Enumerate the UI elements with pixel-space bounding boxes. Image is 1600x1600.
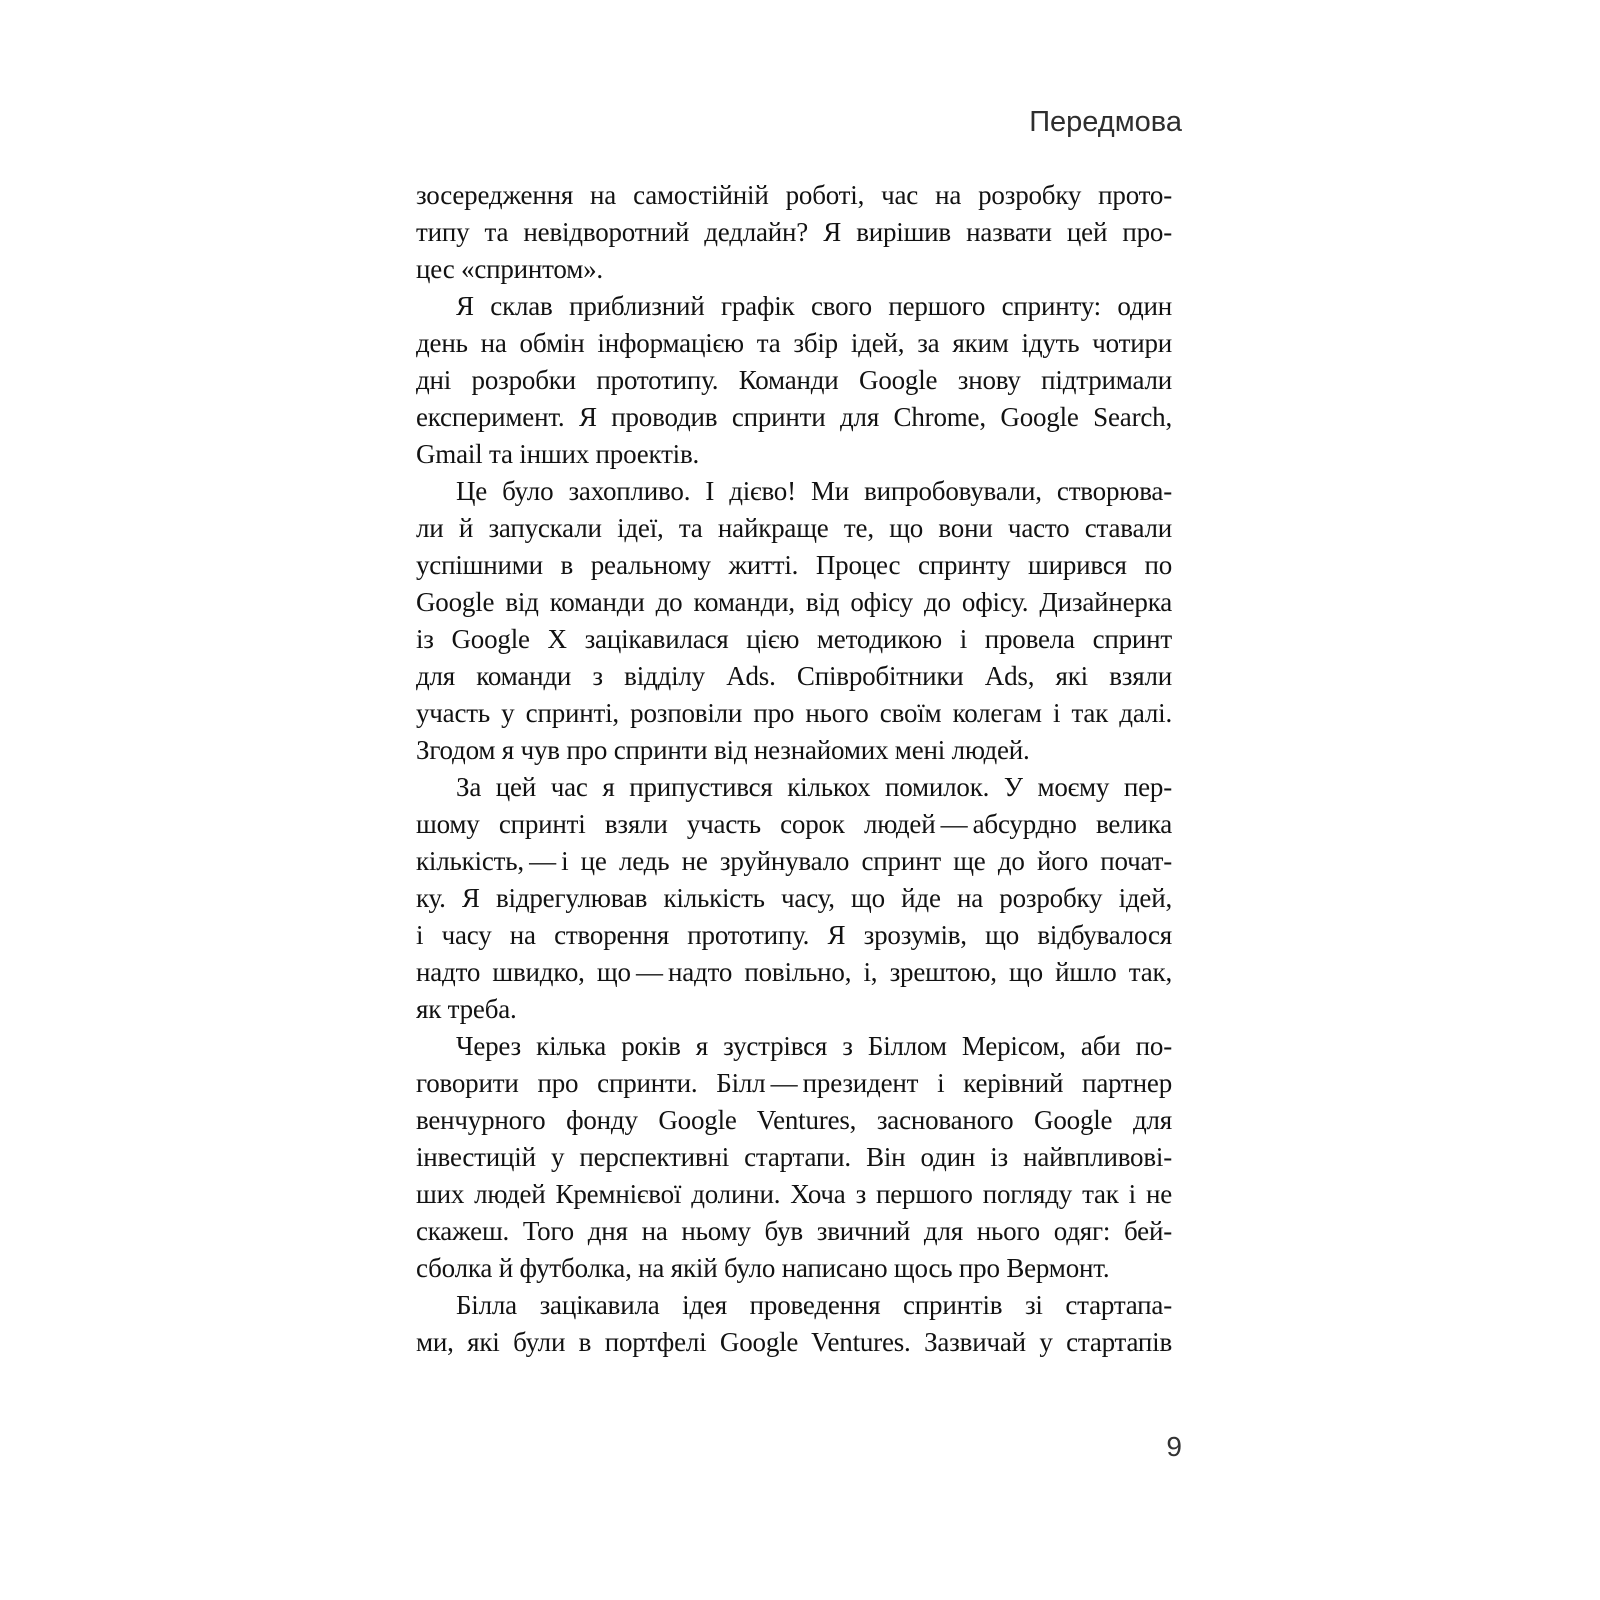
paragraph [416, 1287, 1172, 1361]
text-line: Через кілька років я зустрівся з Біллом Мерісом, аби по- [456, 1031, 1172, 1061]
page-number: 9 [1166, 1431, 1182, 1462]
text-line: шому спринті взяли участь сорок людей — абсурдно велика [416, 809, 1172, 839]
text-line: дні розробки прототипу. Команди Google знову підтримали [416, 365, 1172, 395]
text-line: успішними в реальному житті. Процес спринту ширився по [416, 550, 1172, 580]
text-line: зосередження на самостійній роботі, час на розробку прото- [416, 180, 1172, 210]
text-line: Google від команди до команди, від офісу до офісу. Дизайнерка [416, 587, 1172, 617]
text-line: говорити про спринти. Білл — президент і керівний партнер [416, 1068, 1172, 1098]
text-line: і часу на створення прототипу. Я зрозумів, що відбувалося [416, 920, 1172, 950]
text-line: ку. Я відрегулював кількість часу, що йде на розробку ідей, [416, 883, 1172, 913]
paragraph [416, 473, 1172, 769]
text-line: як треба. [416, 994, 517, 1024]
paragraph [416, 1028, 1172, 1287]
text-line: сболка й футболка, на якій було написано щось про Вермонт. [416, 1253, 1110, 1283]
body-text [416, 177, 1172, 1361]
text-line: ли й запускали ідеї, та найкраще те, що вони часто ставали [416, 513, 1172, 543]
text-line: кількість, — і це ледь не зруйнувало спринт ще до його почат- [416, 846, 1172, 876]
text-line: типу та невідворотний дедлайн? Я вирішив назвати цей про- [416, 217, 1172, 247]
text-line: Це було захопливо. І дієво! Ми випробовували, створюва- [456, 476, 1172, 506]
text-line: ших людей Кремнієвої долини. Хоча з першого погляду так і не [416, 1179, 1172, 1209]
paragraph [416, 177, 1172, 288]
text-line: із Google X зацікавилася цією методикою і провела спринт [416, 624, 1172, 654]
text-line: інвестицій у перспективні стартапи. Він один із найвпливові- [416, 1142, 1172, 1172]
text-line: За цей час я припустився кількох помилок. У моєму пер- [456, 772, 1172, 802]
text-line: для команди з відділу Ads. Співробітники Ads, які взяли [416, 661, 1172, 691]
text-line: Я склав приблизний графік свого першого спринту: один [456, 291, 1172, 321]
text-line: Згодом я чув про спринти від незнайомих мені людей. [416, 735, 1030, 765]
text-line: надто швидко, що — надто повільно, і, зрештою, що йшло так, [416, 957, 1172, 987]
paragraph [416, 769, 1172, 1028]
text-line: день на обмін інформацією та збір ідей, за яким ідуть чотири [416, 328, 1172, 358]
paragraph [416, 288, 1172, 473]
text-line: венчурного фонду Google Ventures, заснованого Google для [416, 1105, 1172, 1135]
text-line: скажеш. Того дня на ньому був звичний для нього одяг: бей- [416, 1216, 1172, 1246]
text-line: ми, які були в портфелі Google Ventures. Зазвичай у стартапів [416, 1327, 1172, 1357]
text-line: експеримент. Я проводив спринти для Chrome, Google Search, [416, 402, 1172, 432]
text-line: цес «спринтом». [416, 254, 603, 284]
text-line: Gmail та інших проектів. [416, 439, 700, 469]
text-line: Білла зацікавила ідея проведення спринтів зі стартапа- [456, 1290, 1172, 1320]
running-head: Передмова [1029, 106, 1182, 138]
text-line: участь у спринті, розповіли про нього своїм колегам і так далі. [416, 698, 1172, 728]
